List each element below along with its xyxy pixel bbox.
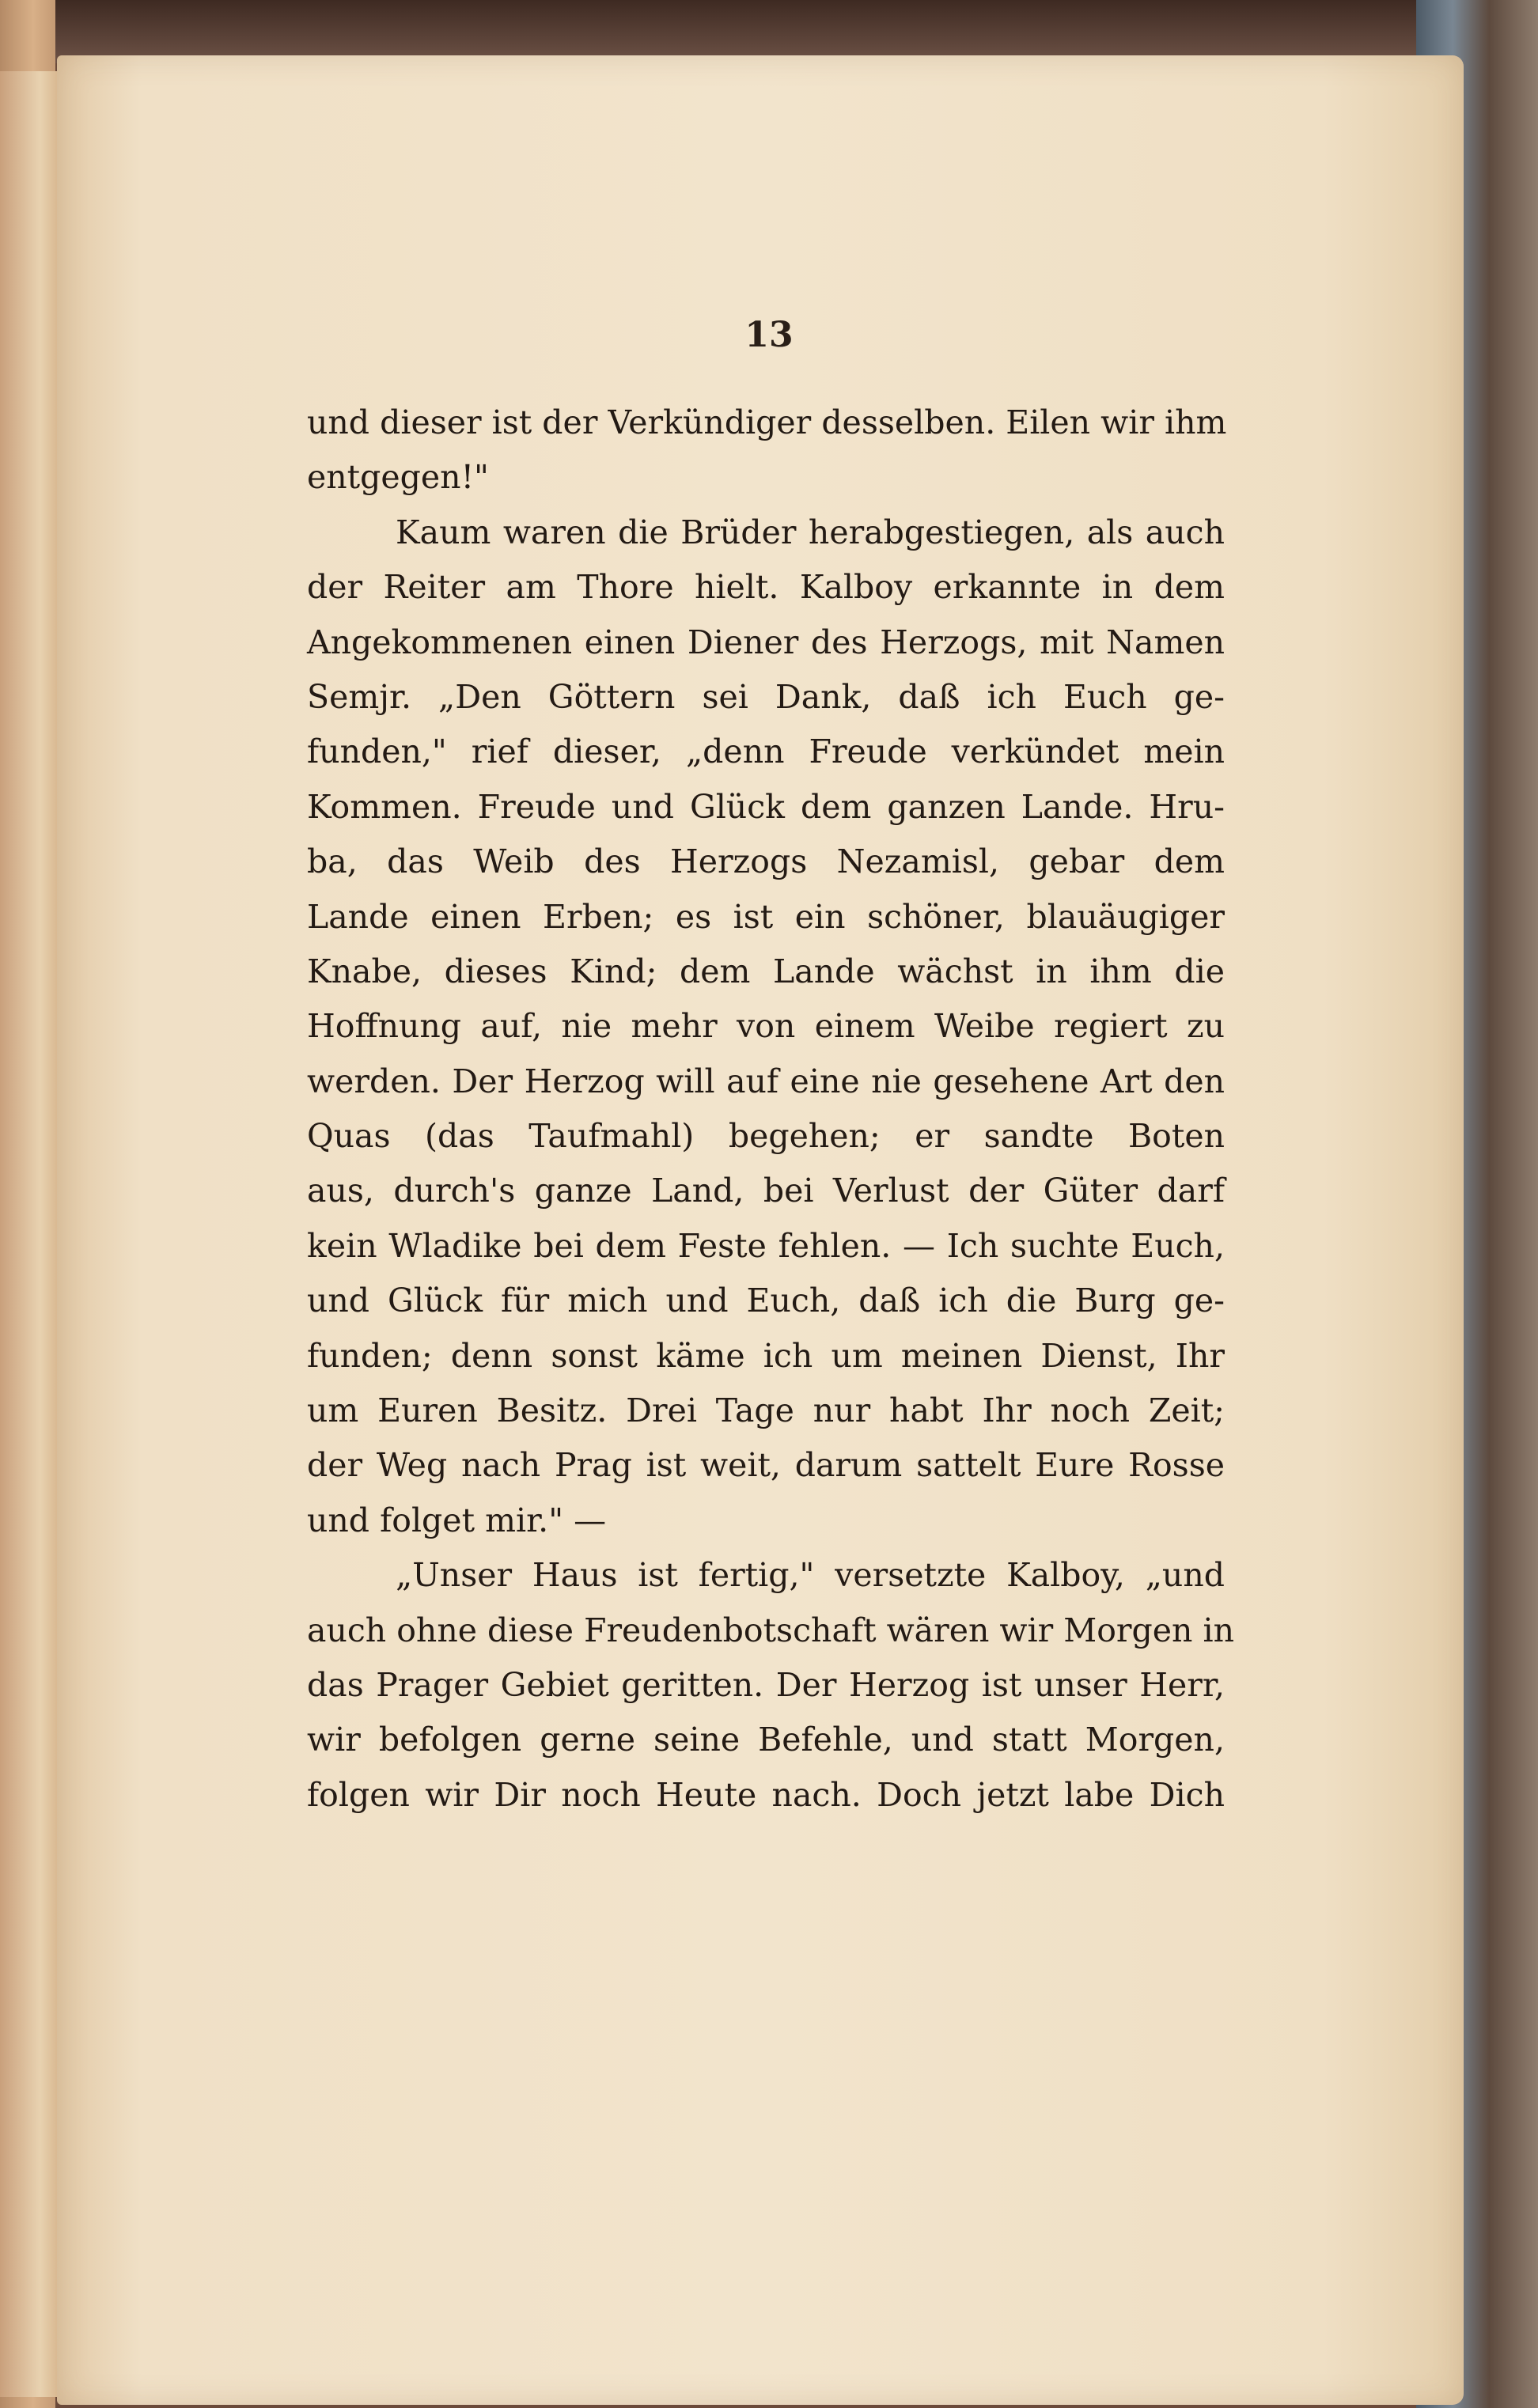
page-number: 13 xyxy=(744,315,794,355)
text-line: werden. Der Herzog will auf eine nie gesehene Art den xyxy=(307,1062,1225,1100)
text-line: wir befolgen gerne seine Befehle, und statt Morgen, xyxy=(307,1721,1225,1759)
text-line: um Euren Besitz. Drei Tage nur habt Ihr noch Zeit; xyxy=(307,1391,1225,1430)
text-line: der Weg nach Prag ist weit, darum sattelt Eure Rosse xyxy=(307,1446,1225,1485)
text-line: Semjr. „Den Göttern sei Dank, daß ich Euch ge- xyxy=(307,677,1225,716)
text-line: Kaum waren die Brüder herabgestiegen, als auch xyxy=(396,513,1225,551)
text-line: Quas (das Taufmahl) begehen; er sandte Boten xyxy=(307,1117,1225,1156)
book-cover-top xyxy=(0,0,1538,63)
text-line: der Reiter am Thore hielt. Kalboy erkannte in dem xyxy=(307,568,1225,607)
body-text xyxy=(307,396,1234,1823)
text-line: folgen wir Dir noch Heute nach. Doch jetzt labe Dich xyxy=(307,1775,1225,1814)
text-line: Knabe, dieses Kind; dem Lande wächst in ihm die xyxy=(307,952,1225,990)
text-line: Angekommenen einen Diener des Herzogs, mit Namen xyxy=(307,623,1225,661)
text-line: auch ohne diese Freudenbotschaft wären wir Morgen in xyxy=(307,1611,1234,1649)
text-line: und dieser ist der Verkündiger desselben. Eilen wir ihm xyxy=(307,403,1227,441)
text-line: „Unser Haus ist fertig," versetzte Kalboy, „und xyxy=(396,1556,1225,1595)
text-line: entgegen!" xyxy=(307,458,489,497)
text-line: kein Wladike bei dem Feste fehlen. — Ich suchte Euch, xyxy=(307,1226,1225,1265)
facing-page-edge xyxy=(0,71,59,2397)
text-line: ba, das Weib des Herzogs Nezamisl, gebar dem xyxy=(307,842,1225,881)
text-line: und Glück für mich und Euch, daß ich die Burg ge- xyxy=(307,1282,1225,1320)
text-line: Kommen. Freude und Glück dem ganzen Lande. Hru- xyxy=(307,787,1225,826)
text-line: aus, durch's ganze Land, bei Verlust der Güter darf xyxy=(307,1172,1225,1210)
text-line: Hoffnung auf, nie mehr von einem Weibe regiert zu xyxy=(307,1007,1225,1046)
text-line: funden," rief dieser, „denn Freude verkündet mein xyxy=(307,733,1225,771)
text-line: und folget mir." — xyxy=(307,1501,607,1539)
text-line: funden; denn sonst käme ich um meinen Dienst, Ihr xyxy=(307,1336,1225,1375)
text-line: Lande einen Erben; es ist ein schöner, blauäugiger xyxy=(307,897,1225,936)
text-line: das Prager Gebiet geritten. Der Herzog ist unser Herr, xyxy=(307,1665,1225,1704)
